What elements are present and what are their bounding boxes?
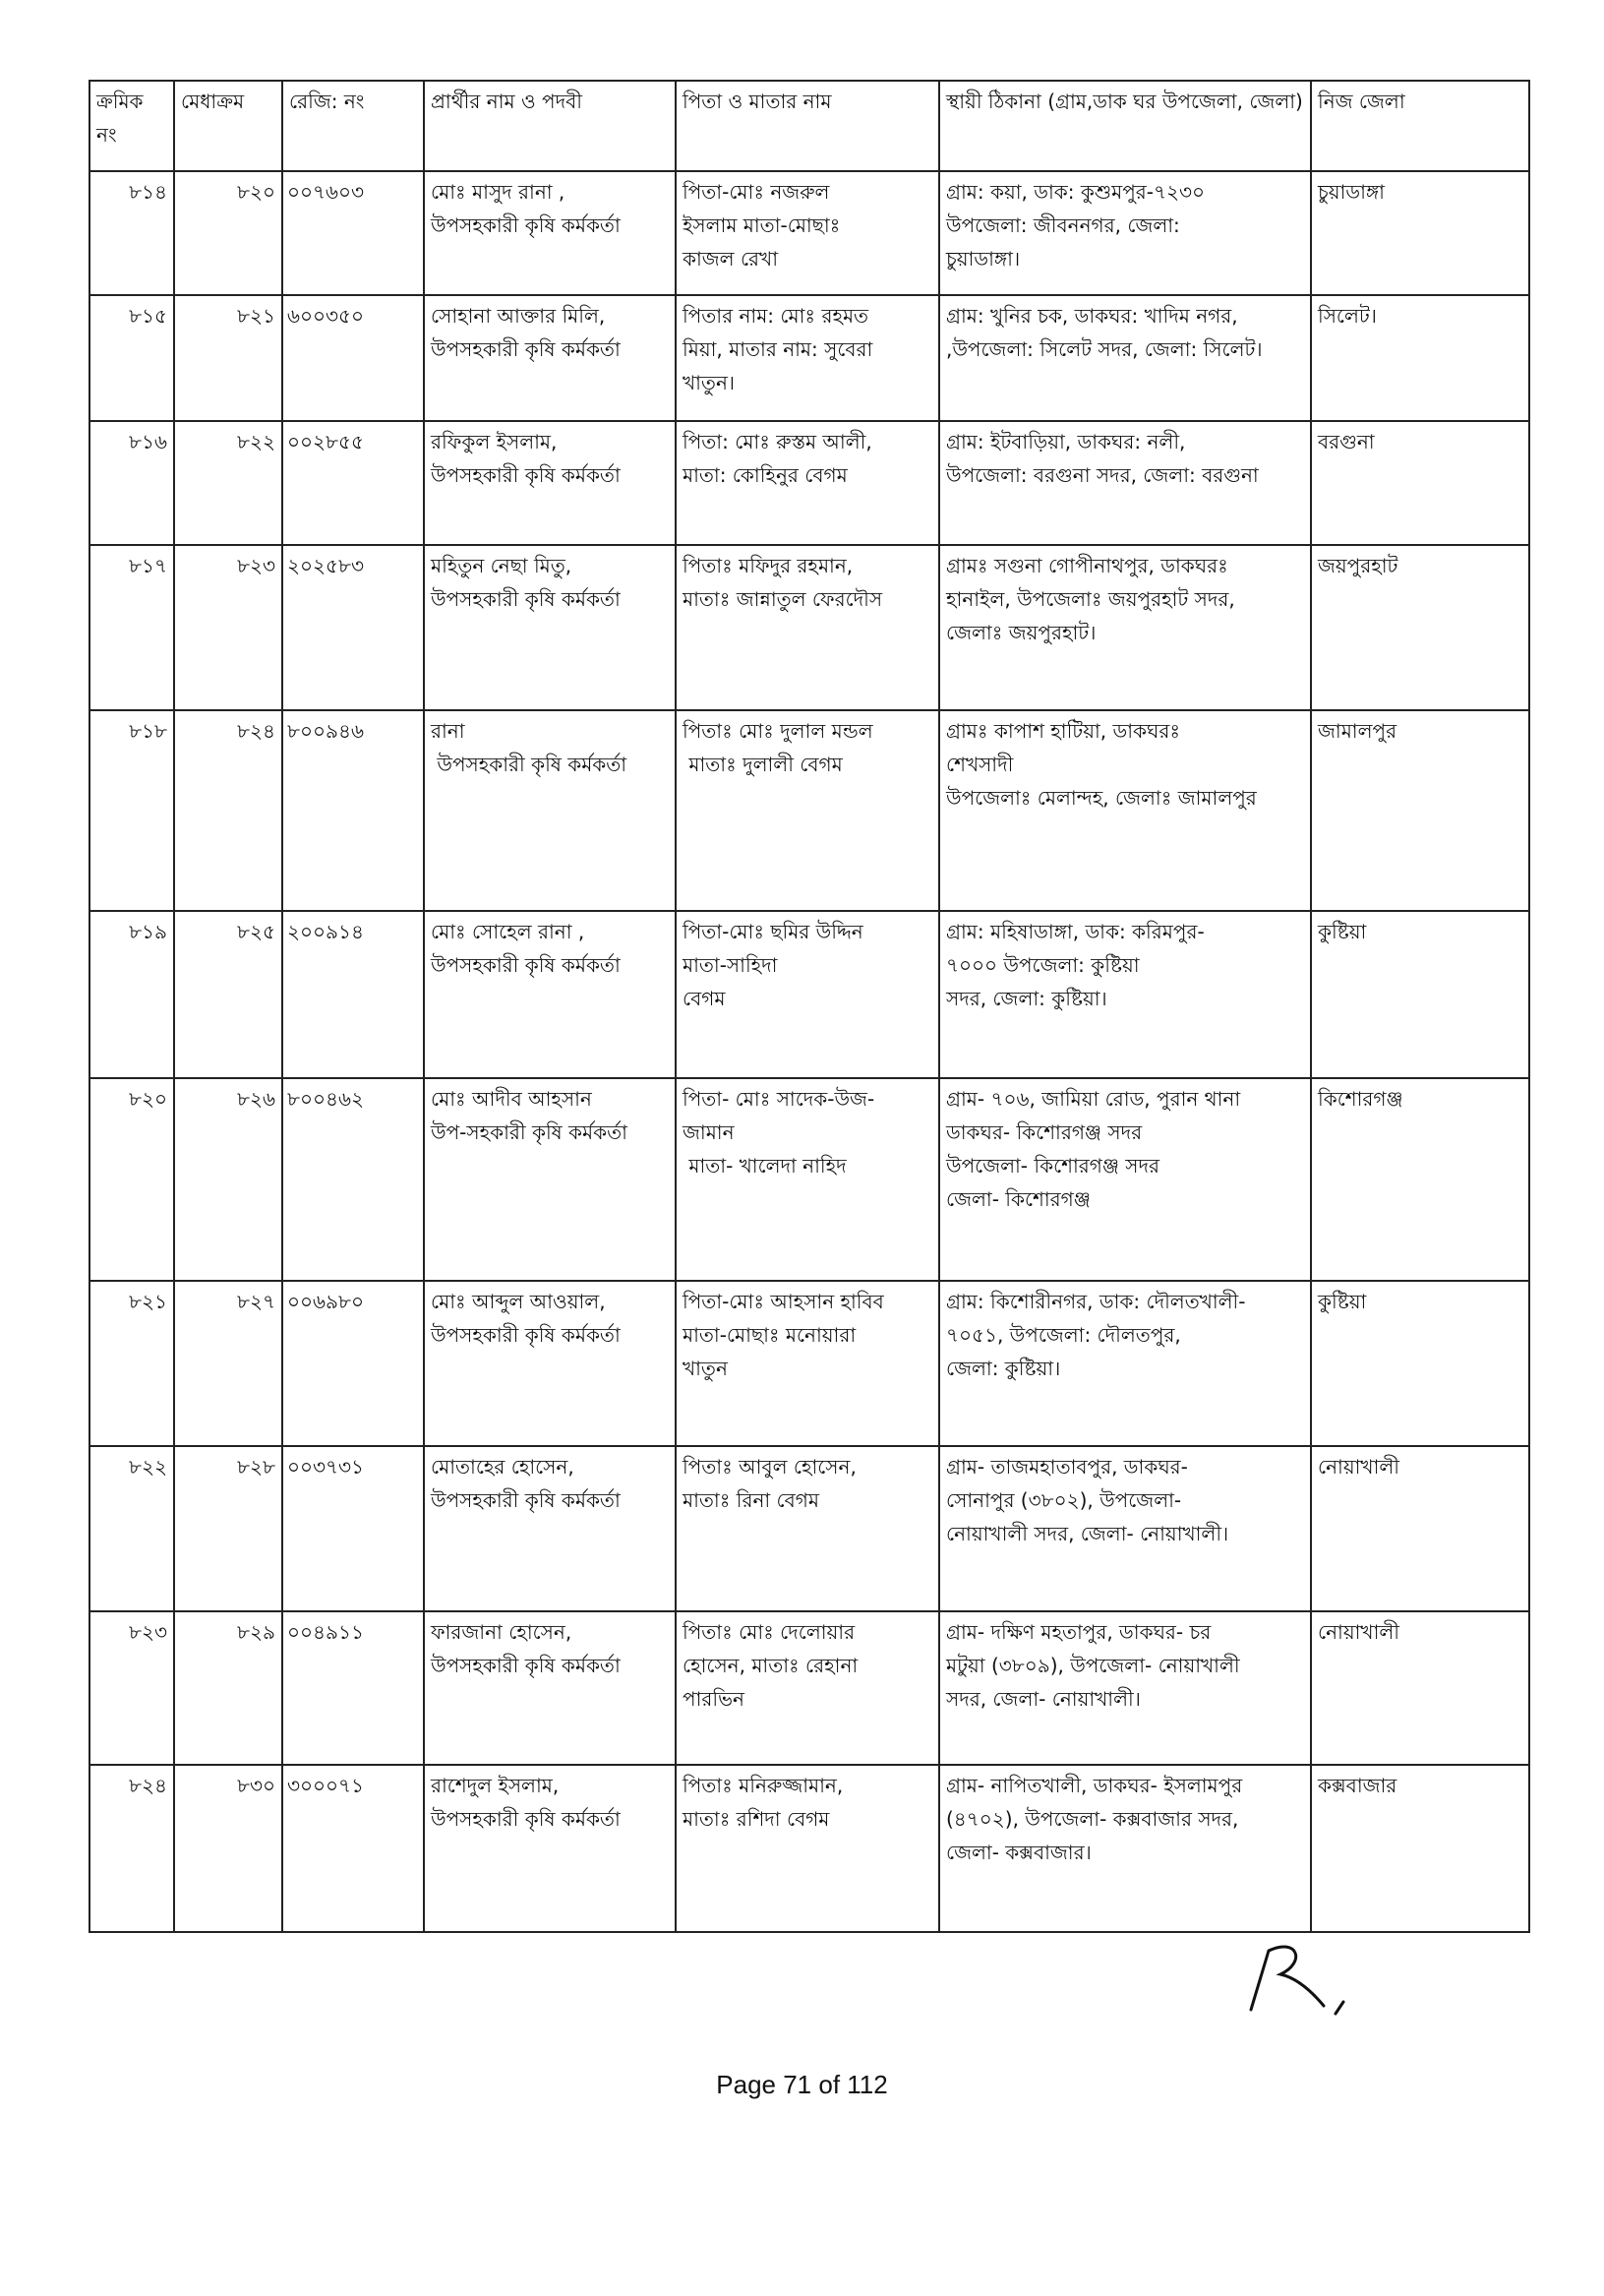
- parents-line: পিতা-মোঃ ছমির উদ্দিন: [683, 920, 863, 943]
- page-number: Page 71 of 112: [716, 2070, 888, 2099]
- name-line: উপসহকারী কৃষি কর্মকর্তা: [431, 213, 621, 237]
- parents-cell: [676, 1765, 939, 1932]
- address-line: মটুয়া (৩৮০৯), উপজেলা- নোয়াখালী: [946, 1654, 1240, 1677]
- address-line: গ্রাম: খুনির চক, ডাকঘর: খাদিম নগর,: [946, 304, 1238, 328]
- address-line: জেলাঃ জয়পুরহাট।: [946, 621, 1097, 644]
- address-cell: [939, 1611, 1311, 1765]
- parents-line: পিতাঃ মফিদুর রহমান,: [683, 554, 854, 577]
- merit-cell: ৮২১: [174, 295, 282, 421]
- header-address: স্থায়ী ঠিকানা (গ্রাম,ডাক ঘর উপজেলা, জেলা): [939, 81, 1311, 171]
- address-line: গ্রাম- নাপিতখালী, ডাকঘর- ইসলামপুর: [946, 1774, 1243, 1797]
- serial-cell: ৮২২: [89, 1446, 174, 1611]
- parents-cell: [676, 295, 939, 421]
- header-reg: রেজি: নং: [282, 81, 424, 171]
- table-row: [89, 1281, 1529, 1446]
- serial-cell: ৮১৪: [89, 171, 174, 295]
- address-line: গ্রাম- তাজমহাতাবপুর, ডাকঘর-: [946, 1455, 1188, 1479]
- reg-cell: ৮০০৪৬২: [282, 1078, 424, 1281]
- name-cell: [424, 295, 676, 421]
- name-line: উপসহকারী কৃষি কর্মকর্তা: [431, 1654, 621, 1677]
- district-cell: কুষ্টিয়া: [1311, 911, 1529, 1078]
- address-line: গ্রাম: ইটবাড়িয়া, ডাকঘর: নলী,: [946, 430, 1186, 453]
- address-line: গ্রামঃ সগুনা গোপীনাথপুর, ডাকঘরঃ: [946, 554, 1228, 577]
- parents-cell: [676, 1281, 939, 1446]
- district-cell: কক্সবাজার: [1311, 1765, 1529, 1932]
- serial-cell: ৮২১: [89, 1281, 174, 1446]
- address-line: শেখসাদী: [946, 753, 1014, 776]
- merit-cell: ৮২৩: [174, 545, 282, 710]
- name-line: মোঃ মাসুদ রানা ,: [431, 180, 565, 204]
- table-row: [89, 545, 1529, 710]
- parents-line: পিতার নাম: মোঃ রহমত: [683, 304, 869, 328]
- reg-cell: ০০৭৬০৩: [282, 171, 424, 295]
- parents-line: জামান: [683, 1120, 735, 1144]
- address-line: ৭০০০ উপজেলা: কুষ্টিয়া: [946, 953, 1140, 977]
- parents-line: মাতাঃ দুলালী বেগম: [683, 753, 843, 776]
- table-row: [89, 1765, 1529, 1932]
- address-cell: [939, 545, 1311, 710]
- name-line: রাশেদুল ইসলাম,: [431, 1774, 560, 1797]
- table-row: [89, 911, 1529, 1078]
- district-cell: বরগুনা: [1311, 421, 1529, 545]
- district-cell: কিশোরগঞ্জ: [1311, 1078, 1529, 1281]
- parents-line: পারভিন: [683, 1687, 744, 1711]
- header-serial: ক্রমিক নং: [89, 81, 174, 171]
- address-line: সদর, জেলা: কুষ্টিয়া।: [946, 987, 1107, 1010]
- serial-cell: ৮২৩: [89, 1611, 174, 1765]
- reg-cell: ২০২৫৮৩: [282, 545, 424, 710]
- reg-cell: ০০২৮৫৫: [282, 421, 424, 545]
- parents-line: খাতুন: [683, 1357, 728, 1380]
- parents-cell: [676, 1078, 939, 1281]
- parents-line: মাতা: কোহিনুর বেগম: [683, 463, 848, 487]
- parents-line: হোসেন, মাতাঃ রেহানা: [683, 1654, 859, 1677]
- address-cell: [939, 1765, 1311, 1932]
- name-line: সোহানা আক্তার মিলি,: [431, 304, 606, 328]
- merit-cell: ৮২৭: [174, 1281, 282, 1446]
- name-line: উপ-সহকারী কৃষি কর্মকর্তা: [431, 1120, 627, 1144]
- district-cell: নোয়াখালী: [1311, 1446, 1529, 1611]
- name-line: উপসহকারী কৃষি কর্মকর্তা: [431, 337, 621, 361]
- reg-cell: ০০৩৭৩১: [282, 1446, 424, 1611]
- name-line: মোঃ আদীব আহসান: [431, 1087, 592, 1111]
- address-line: (৪৭০২), উপজেলা- কক্সবাজার সদর,: [946, 1807, 1239, 1831]
- parents-line: কাজল রেখা: [683, 247, 778, 271]
- table-row: [89, 1446, 1529, 1611]
- name-cell: [424, 911, 676, 1078]
- address-cell: [939, 1446, 1311, 1611]
- signature-mark: [1229, 1933, 1387, 2022]
- parents-line: মাতাঃ রিনা বেগম: [683, 1488, 820, 1512]
- name-line: উপসহকারী কৃষি কর্মকর্তা: [431, 587, 621, 611]
- parents-cell: [676, 421, 939, 545]
- parents-line: মিয়া, মাতার নাম: সুবেরা: [683, 337, 873, 361]
- district-cell: জয়পুরহাট: [1311, 545, 1529, 710]
- parents-line: পিতাঃ মোঃ দুলাল মন্ডল: [683, 719, 873, 743]
- name-line: রানা: [431, 719, 465, 743]
- parents-line: পিতাঃ মোঃ দেলোয়ার: [683, 1620, 856, 1644]
- table-row: [89, 171, 1529, 295]
- header-district: নিজ জেলা: [1311, 81, 1529, 171]
- table-row: [89, 421, 1529, 545]
- address-line: জেলা- কিশোরগঞ্জ: [946, 1187, 1091, 1211]
- reg-cell: ৮০০৯৪৬: [282, 710, 424, 911]
- name-line: উপসহকারী কৃষি কর্মকর্তা: [431, 953, 621, 977]
- name-line: উপসহকারী কৃষি কর্মকর্তা: [431, 1807, 621, 1831]
- address-cell: [939, 1281, 1311, 1446]
- table-row: [89, 295, 1529, 421]
- district-cell: নোয়াখালী: [1311, 1611, 1529, 1765]
- parents-line: বেগম: [683, 987, 726, 1010]
- district-cell: জামালপুর: [1311, 710, 1529, 911]
- name-cell: [424, 421, 676, 545]
- address-line: সোনাপুর (৩৮০২), উপজেলা-: [946, 1488, 1182, 1512]
- parents-line: পিতা: মোঃ রুস্তম আলী,: [683, 430, 872, 453]
- parents-line: মাতা-মোছাঃ মনোয়ারা: [683, 1323, 857, 1347]
- merit-cell: ৮২৯: [174, 1611, 282, 1765]
- serial-cell: ৮২০: [89, 1078, 174, 1281]
- candidate-table: [89, 80, 1530, 1933]
- header-name: প্রার্থীর নাম ও পদবী: [424, 81, 676, 171]
- serial-cell: ৮১৭: [89, 545, 174, 710]
- merit-cell: ৮২৪: [174, 710, 282, 911]
- serial-cell: ৮১৫: [89, 295, 174, 421]
- parents-line: মাতাঃ জান্নাতুল ফেরদৌস: [683, 587, 883, 611]
- address-line: গ্রামঃ কাপাশ হাটিয়া, ডাকঘরঃ: [946, 719, 1181, 743]
- name-cell: [424, 1281, 676, 1446]
- address-line: চুয়াডাঙ্গা।: [946, 247, 1021, 271]
- serial-cell: ৮১৬: [89, 421, 174, 545]
- merit-cell: ৮২০: [174, 171, 282, 295]
- name-line: রফিকুল ইসলাম,: [431, 430, 558, 453]
- parents-cell: [676, 1611, 939, 1765]
- parents-line: খাতুন।: [683, 371, 736, 394]
- address-line: ডাকঘর- কিশোরগঞ্জ সদর: [946, 1120, 1143, 1144]
- address-cell: [939, 911, 1311, 1078]
- address-line: গ্রাম- দক্ষিণ মহতাপুর, ডাকঘর- চর: [946, 1620, 1212, 1644]
- address-line: জেলা: কুষ্টিয়া।: [946, 1357, 1061, 1380]
- address-cell: [939, 710, 1311, 911]
- reg-cell: ৬০০৩৫০: [282, 295, 424, 421]
- merit-cell: ৮৩০: [174, 1765, 282, 1932]
- address-line: গ্রাম: কিশোরীনগর, ডাক: দৌলতখালী-: [946, 1290, 1246, 1313]
- parents-cell: [676, 1446, 939, 1611]
- name-line: উপসহকারী কৃষি কর্মকর্তা: [431, 753, 627, 776]
- name-cell: [424, 1765, 676, 1932]
- address-line: উপজেলা: জীবননগর, জেলা:: [946, 213, 1180, 237]
- address-line: উপজেলা: বরগুনা সদর, জেলা: বরগুনা: [946, 463, 1259, 487]
- header-parents: পিতা ও মাতার নাম: [676, 81, 939, 171]
- parents-cell: [676, 710, 939, 911]
- address-line: উপজেলা- কিশোরগঞ্জ সদর: [946, 1154, 1160, 1178]
- serial-cell: ৮১৮: [89, 710, 174, 911]
- address-line: জেলা- কক্সবাজার।: [946, 1841, 1092, 1864]
- address-cell: [939, 421, 1311, 545]
- table-row: [89, 1611, 1529, 1765]
- name-line: ফারজানা হোসেন,: [431, 1620, 572, 1644]
- name-cell: [424, 1078, 676, 1281]
- parents-line: পিতাঃ আবুল হোসেন,: [683, 1455, 857, 1479]
- district-cell: কুষ্টিয়া: [1311, 1281, 1529, 1446]
- reg-cell: ০০৬৯৮০: [282, 1281, 424, 1446]
- serial-cell: ৮১৯: [89, 911, 174, 1078]
- address-line: হানাইল, উপজেলাঃ জয়পুরহাট সদর,: [946, 587, 1235, 611]
- reg-cell: ২০০৯১৪: [282, 911, 424, 1078]
- parents-line: পিতা- মোঃ সাদেক-উজ-: [683, 1087, 875, 1111]
- address-cell: [939, 171, 1311, 295]
- address-cell: [939, 295, 1311, 421]
- district-cell: সিলেট।: [1311, 295, 1529, 421]
- name-cell: [424, 1611, 676, 1765]
- name-cell: [424, 171, 676, 295]
- parents-cell: [676, 545, 939, 710]
- table-row: [89, 1078, 1529, 1281]
- address-line: ৭০৫১, উপজেলা: দৌলতপুর,: [946, 1323, 1181, 1347]
- name-line: মোঃ আব্দুল আওয়াল,: [431, 1290, 606, 1313]
- header-merit: মেধাক্রম: [174, 81, 282, 171]
- merit-cell: ৮২২: [174, 421, 282, 545]
- serial-cell: ৮২৪: [89, 1765, 174, 1932]
- address-line: গ্রাম: কয়া, ডাক: কুশুমপুর-৭২৩০: [946, 180, 1206, 204]
- reg-cell: ০০৪৯১১: [282, 1611, 424, 1765]
- address-cell: [939, 1078, 1311, 1281]
- name-line: উপসহকারী কৃষি কর্মকর্তা: [431, 1323, 621, 1347]
- reg-cell: ৩০০০৭১: [282, 1765, 424, 1932]
- name-cell: [424, 710, 676, 911]
- address-line: উপজেলাঃ মেলান্দহ, জেলাঃ জামালপুর: [946, 786, 1257, 810]
- parents-line: মাতা- খালেদা নাহিদ: [683, 1154, 847, 1178]
- merit-cell: ৮২৫: [174, 911, 282, 1078]
- parents-line: পিতা-মোঃ আহসান হাবিব: [683, 1290, 884, 1313]
- address-line: সদর, জেলা- নোয়াখালী।: [946, 1687, 1141, 1711]
- name-cell: [424, 545, 676, 710]
- district-cell: চুয়াডাঙ্গা: [1311, 171, 1529, 295]
- parents-cell: [676, 171, 939, 295]
- address-line: গ্রাম- ৭০৬, জামিয়া রোড, পুরান থানা: [946, 1087, 1241, 1111]
- address-line: গ্রাম: মহিষাডাঙ্গা, ডাক: করিমপুর-: [946, 920, 1205, 943]
- parents-line: মাতাঃ রশিদা বেগম: [683, 1807, 830, 1831]
- parents-line: ইসলাম মাতা-মোছাঃ: [683, 213, 841, 237]
- name-cell: [424, 1446, 676, 1611]
- parents-line: মাতা-সাহিদা: [683, 953, 778, 977]
- address-line: ,উপজেলা: সিলেট সদর, জেলা: সিলেট।: [946, 337, 1263, 361]
- name-line: উপসহকারী কৃষি কর্মকর্তা: [431, 463, 621, 487]
- parents-line: পিতাঃ মনিরুজ্জামান,: [683, 1774, 844, 1797]
- table-row: [89, 710, 1529, 911]
- merit-cell: ৮২৮: [174, 1446, 282, 1611]
- name-line: মহিতুন নেছা মিতু,: [431, 554, 572, 577]
- parents-cell: [676, 911, 939, 1078]
- name-line: উপসহকারী কৃষি কর্মকর্তা: [431, 1488, 621, 1512]
- address-line: নোয়াখালী সদর, জেলা- নোয়াখালী।: [946, 1522, 1229, 1545]
- parents-line: পিতা-মোঃ নজরুল: [683, 180, 830, 204]
- name-line: মোতাহের হোসেন,: [431, 1455, 574, 1479]
- table-header-row: [89, 81, 1529, 171]
- merit-cell: ৮২৬: [174, 1078, 282, 1281]
- name-line: মোঃ সোহেল রানা ,: [431, 920, 585, 943]
